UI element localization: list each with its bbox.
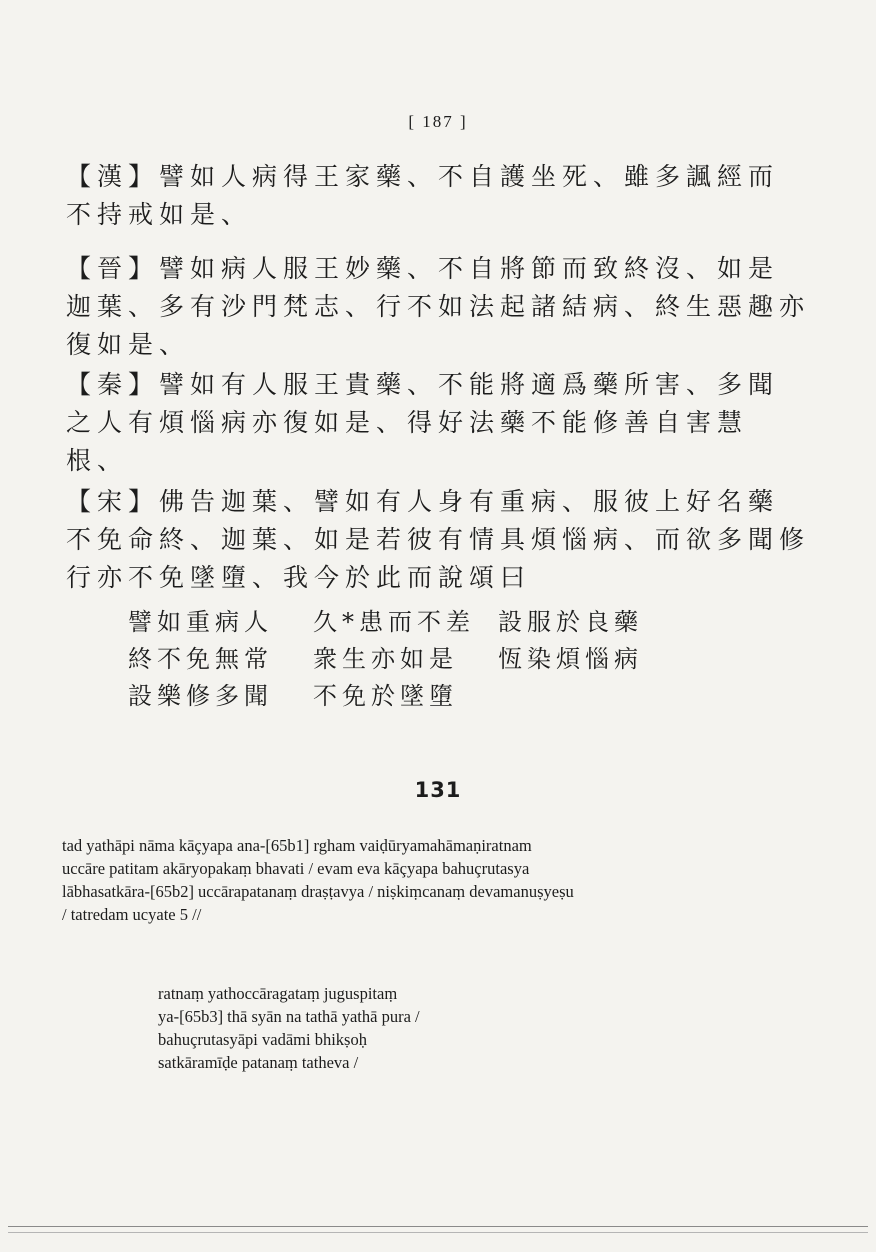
text-line: 【漢】譬如人病得王家藥、不自護坐死、雖多諷經而 xyxy=(66,162,780,191)
verse-row xyxy=(128,678,683,715)
text-line: 行亦不免墜墮、我今於此而說頌曰 xyxy=(66,563,532,592)
verse-row xyxy=(128,604,683,641)
verse-block xyxy=(128,604,683,715)
verse-phrase: 衆生亦如是 xyxy=(313,645,458,673)
verse-phrase: 不免於墜墮 xyxy=(313,682,458,710)
paragraph-han xyxy=(66,158,780,234)
sanskrit-prose xyxy=(62,834,832,926)
text-line: tad yathāpi nāma kāçyapa ana-[65b1] rgham vaiḍūryamahāmaṇiratnam xyxy=(62,836,532,855)
text-line: 【宋】佛告迦葉、譬如有人身有重病、服彼上好名藥 xyxy=(66,487,780,516)
paragraph-jin xyxy=(66,250,811,364)
verse-phrase xyxy=(498,678,683,715)
text-line: ya-[65b3] thā syān na tathā yathā pura / xyxy=(158,1007,420,1026)
verse-row xyxy=(128,641,683,678)
text-line: lābhasatkāra-[65b2] uccārapatanaṃ draṣṭavya / niṣkiṃcanaṃ devamanuṣyeṣu xyxy=(62,882,574,901)
text-line: uccāre patitam akāryopakaṃ bhavati / evam eva kāçyapa bahuçrutasya xyxy=(62,859,530,878)
text-line: bahuçrutasyāpi vadāmi bhikṣoḥ xyxy=(158,1030,367,1049)
text-line: ratnaṃ yathoccāragataṃ juguspitaṃ xyxy=(158,984,398,1003)
verse-phrase: 終不免無常 xyxy=(128,645,273,673)
text-line: 不持戒如是、 xyxy=(66,200,253,229)
verse-phrase: 久*患而不差 xyxy=(313,608,475,636)
verse-phrase: 設服於良藥 xyxy=(498,608,643,636)
bottom-rule xyxy=(8,1226,868,1227)
sanskrit-verse xyxy=(158,982,658,1074)
text-line: 復如是、 xyxy=(66,330,191,359)
text-line: / tatredam ucyate 5 // xyxy=(62,905,202,924)
bottom-rule xyxy=(8,1232,868,1233)
text-line: 不免命終、迦葉、如是若彼有情具煩惱病、而欲多聞修 xyxy=(66,525,811,554)
text-line: 根、 xyxy=(66,446,129,475)
text-line: 【秦】譬如有人服王貴藥、不能將適爲藥所害、多聞 xyxy=(66,370,780,399)
verse-phrase: 設樂修多聞 xyxy=(128,682,273,710)
text-line: 【晉】譬如病人服王妙藥、不自將節而致終沒、如是 xyxy=(66,254,780,283)
verse-phrase: 譬如重病人 xyxy=(128,608,273,636)
section-number: 131 xyxy=(414,778,462,802)
text-line: 之人有煩惱病亦復如是、得好法藥不能修善自害慧 xyxy=(66,408,749,437)
paragraph-song xyxy=(66,483,811,597)
paragraph-qin xyxy=(66,366,780,480)
page-number: [ 187 ] xyxy=(408,112,468,131)
text-line: 迦葉、多有沙門梵志、行不如法起諸結病、終生惡趣亦 xyxy=(66,292,811,321)
text-line: satkāramīḍe patanaṃ tatheva / xyxy=(158,1053,359,1072)
verse-phrase: 恆染煩惱病 xyxy=(498,645,643,673)
